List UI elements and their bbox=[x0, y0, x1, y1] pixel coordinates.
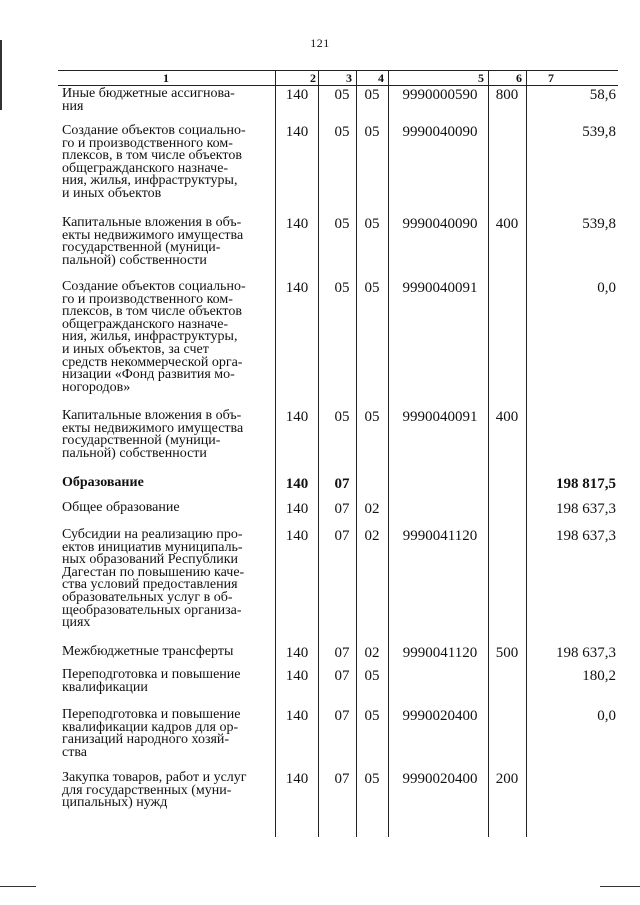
row-ministry-code: 140 bbox=[285, 124, 309, 140]
row-ministry-code: 140 bbox=[285, 280, 309, 296]
page-number: 121 bbox=[310, 36, 330, 50]
row-section-code: 07 bbox=[334, 668, 350, 684]
row-amount: 198 637,3 bbox=[556, 501, 616, 517]
column-divider bbox=[526, 70, 527, 837]
row-description: Переподготовка и повышение квалификации bbox=[62, 667, 241, 695]
header-col-2: 2 bbox=[310, 71, 316, 85]
header-col-3: 3 bbox=[346, 71, 352, 85]
row-target-article: 9990040091 bbox=[402, 409, 478, 425]
row-section-code: 07 bbox=[334, 501, 350, 517]
row-amount: 198 817,5 bbox=[556, 476, 616, 492]
row-amount: 0,0 bbox=[597, 708, 616, 724]
row-subsection-code: 05 bbox=[364, 216, 380, 232]
row-amount: 539,8 bbox=[582, 216, 616, 232]
row-expense-type: 200 bbox=[495, 771, 519, 787]
header-col-4: 4 bbox=[378, 71, 384, 85]
header-col-5: 5 bbox=[478, 71, 484, 85]
row-target-article: 9990020400 bbox=[402, 708, 478, 724]
row-subsection-code: 05 bbox=[364, 771, 380, 787]
row-subsection-code: 05 bbox=[364, 280, 380, 296]
row-section-code: 07 bbox=[334, 708, 350, 724]
row-expense-type: 800 bbox=[495, 87, 519, 103]
row-ministry-code: 140 bbox=[285, 216, 309, 232]
header-col-6: 6 bbox=[516, 71, 522, 85]
row-ministry-code: 140 bbox=[285, 645, 309, 661]
header-col-7: 7 bbox=[548, 71, 554, 85]
column-divider bbox=[388, 70, 389, 837]
row-description: Образование bbox=[62, 475, 144, 490]
row-description: Переподготовка и повышение квалификации кадров для ор- ганизаций народного хозяй- ства bbox=[62, 707, 241, 760]
row-expense-type: 400 bbox=[495, 216, 519, 232]
row-section-code: 05 bbox=[334, 124, 350, 140]
row-description: Создание объектов социально- го и производственного ком- плексов, в том числе объектов общегражданского назначе- ния, жилья, инфраструктуры, и иных объектов, за счет средств некоммерческой орга- низации «Фонд развития мо- ногородов» bbox=[62, 279, 246, 395]
row-subsection-code: 05 bbox=[364, 409, 380, 425]
header-col-1: 1 bbox=[163, 71, 169, 85]
row-subsection-code: 05 bbox=[364, 124, 380, 140]
row-target-article: 9990000590 bbox=[402, 87, 478, 103]
row-target-article: 9990040091 bbox=[402, 280, 478, 296]
row-section-code: 07 bbox=[334, 645, 350, 661]
row-section-code: 05 bbox=[334, 280, 350, 296]
row-description: Иные бюджетные ассигнова- ния bbox=[62, 86, 235, 114]
row-ministry-code: 140 bbox=[285, 409, 309, 425]
row-subsection-code: 02 bbox=[364, 645, 380, 661]
row-target-article: 9990041120 bbox=[402, 645, 478, 661]
row-subsection-code: 02 bbox=[364, 501, 380, 517]
row-ministry-code: 140 bbox=[285, 771, 309, 787]
row-target-article: 9990041120 bbox=[402, 528, 478, 544]
row-subsection-code: 05 bbox=[364, 87, 380, 103]
row-subsection-code: 05 bbox=[364, 668, 380, 684]
row-amount: 539,8 bbox=[582, 124, 616, 140]
row-ministry-code: 140 bbox=[285, 708, 309, 724]
row-expense-type: 400 bbox=[495, 409, 519, 425]
column-divider bbox=[488, 70, 489, 837]
row-target-article: 9990020400 bbox=[402, 771, 478, 787]
row-description: Общее образование bbox=[62, 500, 180, 515]
row-section-code: 05 bbox=[334, 409, 350, 425]
row-ministry-code: 140 bbox=[285, 528, 309, 544]
row-target-article: 9990040090 bbox=[402, 216, 478, 232]
scan-edge-mark bbox=[600, 886, 640, 887]
row-section-code: 07 bbox=[334, 771, 350, 787]
row-description: Закупка товаров, работ и услуг для государственных (муни- ципальных) нужд bbox=[62, 770, 247, 811]
row-ministry-code: 140 bbox=[285, 668, 309, 684]
row-ministry-code: 140 bbox=[285, 476, 309, 492]
row-amount: 180,2 bbox=[582, 668, 616, 684]
row-description: Межбюджетные трансферты bbox=[62, 644, 234, 659]
row-section-code: 07 bbox=[334, 476, 350, 492]
row-ministry-code: 140 bbox=[285, 501, 309, 517]
row-target-article: 9990040090 bbox=[402, 124, 478, 140]
row-ministry-code: 140 bbox=[285, 87, 309, 103]
row-subsection-code: 02 bbox=[364, 528, 380, 544]
row-section-code: 05 bbox=[334, 87, 350, 103]
row-subsection-code: 05 bbox=[364, 708, 380, 724]
row-description: Капитальные вложения в объ- екты недвижимого имущества государственной (муници- пальной) собственности bbox=[62, 215, 244, 268]
row-description: Капитальные вложения в объ- екты недвижимого имущества государственной (муници- пальной) собственности bbox=[62, 408, 244, 461]
row-description: Субсидии на реализацию про- ектов инициатив муниципаль- ных образований Республики Дагестан по повышению каче- ства условий предоставления образовательных услуг в об- щеобразовательных организа- циях bbox=[62, 527, 245, 631]
row-description: Создание объектов социально- го и производственного ком- плексов, в том числе объектов общегражданского назначе- ния, жилья, инфраструктуры, и иных объектов bbox=[62, 123, 246, 201]
row-section-code: 05 bbox=[334, 216, 350, 232]
row-amount: 198 637,3 bbox=[556, 528, 616, 544]
column-divider bbox=[318, 70, 319, 837]
scan-edge-mark bbox=[0, 886, 36, 887]
row-section-code: 07 bbox=[334, 528, 350, 544]
row-expense-type: 500 bbox=[495, 645, 519, 661]
row-amount: 198 637,3 bbox=[556, 645, 616, 661]
row-amount: 58,6 bbox=[589, 87, 616, 103]
row-amount: 0,0 bbox=[597, 280, 616, 296]
